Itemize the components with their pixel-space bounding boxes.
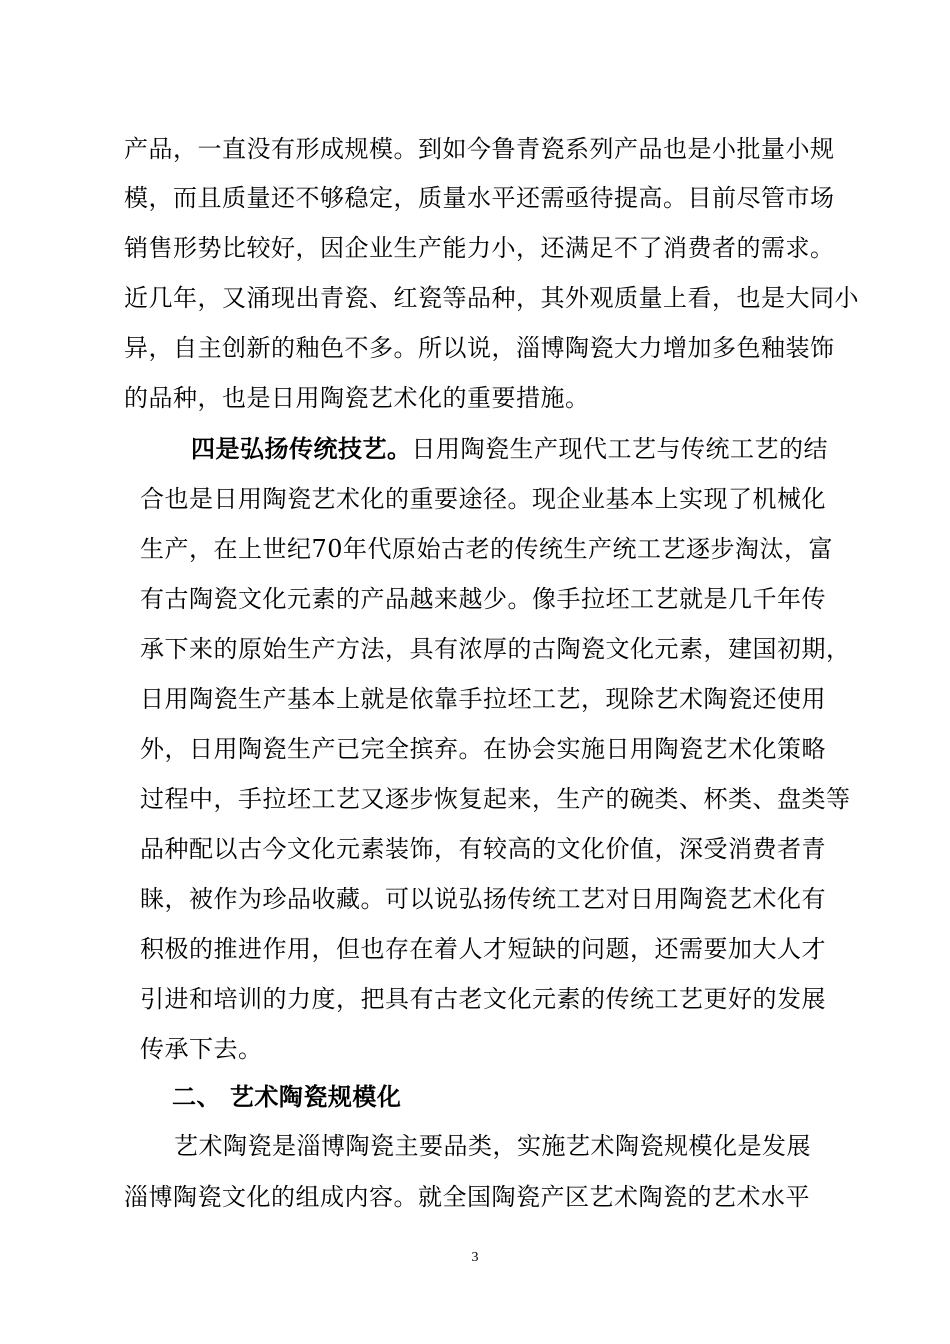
paragraph-line: 生产，在上世纪70年代原始古老的传统生产统工艺逐步淘汰，富 [140, 535, 834, 563]
paragraph-line: 承下来的原始生产方法，具有浓厚的古陶瓷文化元素，建国初期， [140, 635, 851, 663]
paragraph-line: 过程中，手拉坯工艺又逐步恢复起来，生产的碗类、杯类、盘类等 [140, 785, 851, 813]
paragraph-line: 异，自主创新的釉色不多。所以说，淄博陶瓷大力增加多色釉装饰 [124, 334, 835, 362]
paragraph-line: 引进和培训的力度，把具有古老文化元素的传统工艺更好的发展 [140, 985, 826, 1013]
paragraph-line: 日用陶瓷生产基本上就是依靠手拉坯工艺，现除艺术陶瓷还使用 [140, 685, 826, 713]
page-number: 3 [471, 1250, 479, 1265]
paragraph-line: 传承下去。 [140, 1035, 263, 1063]
paragraph-line: 有古陶瓷文化元素的产品越来越少。像手拉坯工艺就是几千年传 [140, 585, 826, 613]
paragraph-line: 产品，一直没有形成规模。到如今鲁青瓷系列产品也是小批量小规 [124, 135, 835, 163]
paragraph-first-line [191, 434, 828, 464]
paragraph-line: 的品种，也是日用陶瓷艺术化的重要措施。 [124, 384, 590, 412]
paragraph-line: 模，而且质量还不够稳定，质量水平还需亟待提高。目前尽管市场 [124, 184, 835, 212]
paragraph-line: 艺术陶瓷是淄博陶瓷主要品类，实施艺术陶瓷规模化是发展 [174, 1132, 811, 1160]
paragraph-heading: 四是弘扬传统技艺。 [191, 435, 412, 463]
paragraph-line: 合也是日用陶瓷艺术化的重要途径。现企业基本上实现了机械化 [140, 485, 826, 513]
paragraph-line: 销售形势比较好，因企业生产能力小，还满足不了消费者的需求。 [124, 234, 835, 262]
paragraph-text: 日用陶瓷生产现代工艺与传统工艺的结 [411, 435, 828, 463]
paragraph-line: 淄博陶瓷文化的组成内容。就全国陶瓷产区艺术陶瓷的艺术水平 [124, 1183, 810, 1211]
section-heading: 二、 艺术陶瓷规模化 [172, 1083, 402, 1111]
paragraph-line: 睐，被作为珍品收藏。可以说弘扬传统工艺对日用陶瓷艺术化有 [140, 885, 826, 913]
paragraph-line: 品种配以古今文化元素装饰，有较高的文化价值，深受消费者青 [140, 835, 826, 863]
paragraph-line: 外，日用陶瓷生产已完全摈弃。在协会实施日用陶瓷艺术化策略 [140, 735, 826, 763]
paragraph-line: 积极的推进作用，但也存在着人才短缺的问题，还需要加大人才 [140, 935, 826, 963]
paragraph-line: 近几年，又涌现出青瓷、红瓷等品种，其外观质量上看，也是大同小 [124, 284, 859, 312]
